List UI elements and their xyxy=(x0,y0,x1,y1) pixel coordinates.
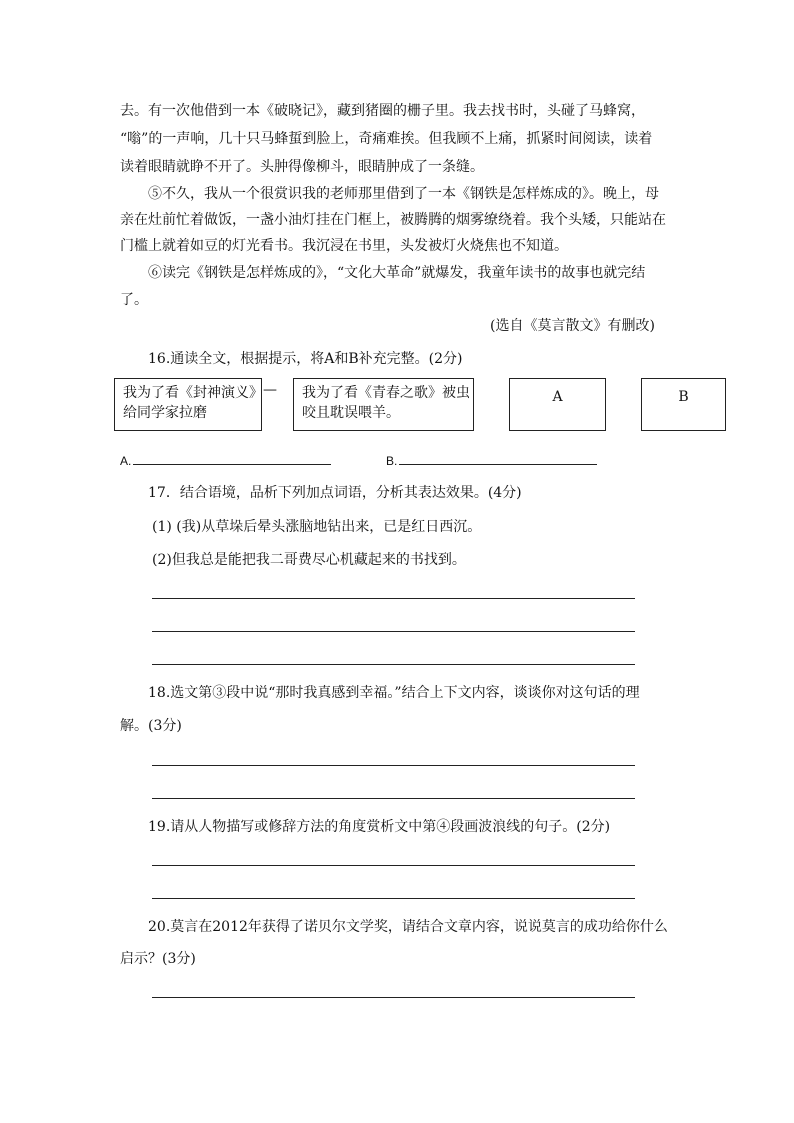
q20-answer-line[interactable] xyxy=(152,997,635,998)
q16-box-a-label: A xyxy=(552,389,563,405)
q18-answer-line[interactable] xyxy=(152,765,635,766)
q16-box-b[interactable] xyxy=(641,378,726,431)
passage-line: 亲在灶前忙着做饭，一盏小油灯挂在门框上，被腾腾的烟雾缭绕着。我个头矮，只能站在 xyxy=(120,212,666,228)
q18-prompt-cont: 解。(3分) xyxy=(120,718,182,734)
passage-line: ⑤不久，我从一个很赏识我的老师那里借到了一本《钢铁是怎样炼成的》。晚上，母 xyxy=(148,186,659,202)
q16-box-1-text: 我为了看《封神演义》给同学家拉磨 xyxy=(123,385,256,421)
passage-line: 去。有一次他借到一本《破晓记》，藏到猪圈的栅子里。我去找书时，头碰了马蜂窝， xyxy=(120,103,645,119)
q16-box-2 xyxy=(293,378,474,431)
q20-prompt-cont: 启示？(3分) xyxy=(120,951,196,967)
q16-box-1 xyxy=(114,378,262,431)
passage-line: 了。 xyxy=(120,292,148,308)
q19-answer-line[interactable] xyxy=(152,898,635,899)
q16-answer-a-line[interactable] xyxy=(133,464,331,465)
q16-box-a[interactable] xyxy=(509,378,606,431)
q16-prompt: 16.通读全文，根据提示，将A和B补充完整。(2分) xyxy=(148,351,463,367)
q16-answer-b-label: B. xyxy=(386,454,398,468)
q19-answer-line[interactable] xyxy=(152,865,635,866)
passage-line: ⑥读完《钢铁是怎样炼成的》，“文化大革命”就爆发，我童年读书的故事也就完结 xyxy=(148,265,646,281)
passage-source: (选自《莫言散文》有删改) xyxy=(490,318,655,334)
q20-prompt: 20.莫言在2012年获得了诺贝尔文学奖，请结合文章内容，说说莫言的成功给你什么 xyxy=(148,919,668,935)
q17-item-1: (1) (我)从草垛后晕头涨脑地钻出来，已是红日西沉。 xyxy=(152,519,482,535)
q16-box-b-label: B xyxy=(678,389,689,405)
passage-line: 门槛上就着如豆的灯光看书。我沉浸在书里，头发被灯火烧焦也不知道。 xyxy=(120,238,568,254)
q16-box-2-text: 我为了看《青春之歌》被虫咬且耽误喂羊。 xyxy=(302,385,470,421)
q17-answer-line[interactable] xyxy=(152,631,635,632)
q19-prompt: 19.请从人物描写或修辞方法的角度赏析文中第④段画波浪线的句子。(2分) xyxy=(148,819,611,835)
q17-item-2: (2)但我总是能把我二哥费尽心机藏起来的书找到。 xyxy=(152,552,466,568)
q18-prompt: 18.选文第③段中说“那时我真感到幸福。”结合上下文内容，谈谈你对这句话的理 xyxy=(148,685,640,701)
q16-dash: — xyxy=(263,382,277,398)
q17-prompt: 17．结合语境，品析下列加点词语，分析其表达效果。(4分) xyxy=(148,485,522,501)
q16-answer-b-line[interactable] xyxy=(399,464,597,465)
passage-line: 读着眼睛就睁不开了。头肿得像柳斗，眼睛肿成了一条缝。 xyxy=(120,159,484,175)
passage-line: “嗡”的一声响，几十只马蜂蜇到脸上，奇痛难挨。但我顾不上痛，抓紧时间阅读，读着 xyxy=(120,131,653,147)
q16-answer-a-label: A. xyxy=(120,454,132,468)
q18-answer-line[interactable] xyxy=(152,798,635,799)
q17-answer-line[interactable] xyxy=(152,664,635,665)
q17-answer-line[interactable] xyxy=(152,598,635,599)
